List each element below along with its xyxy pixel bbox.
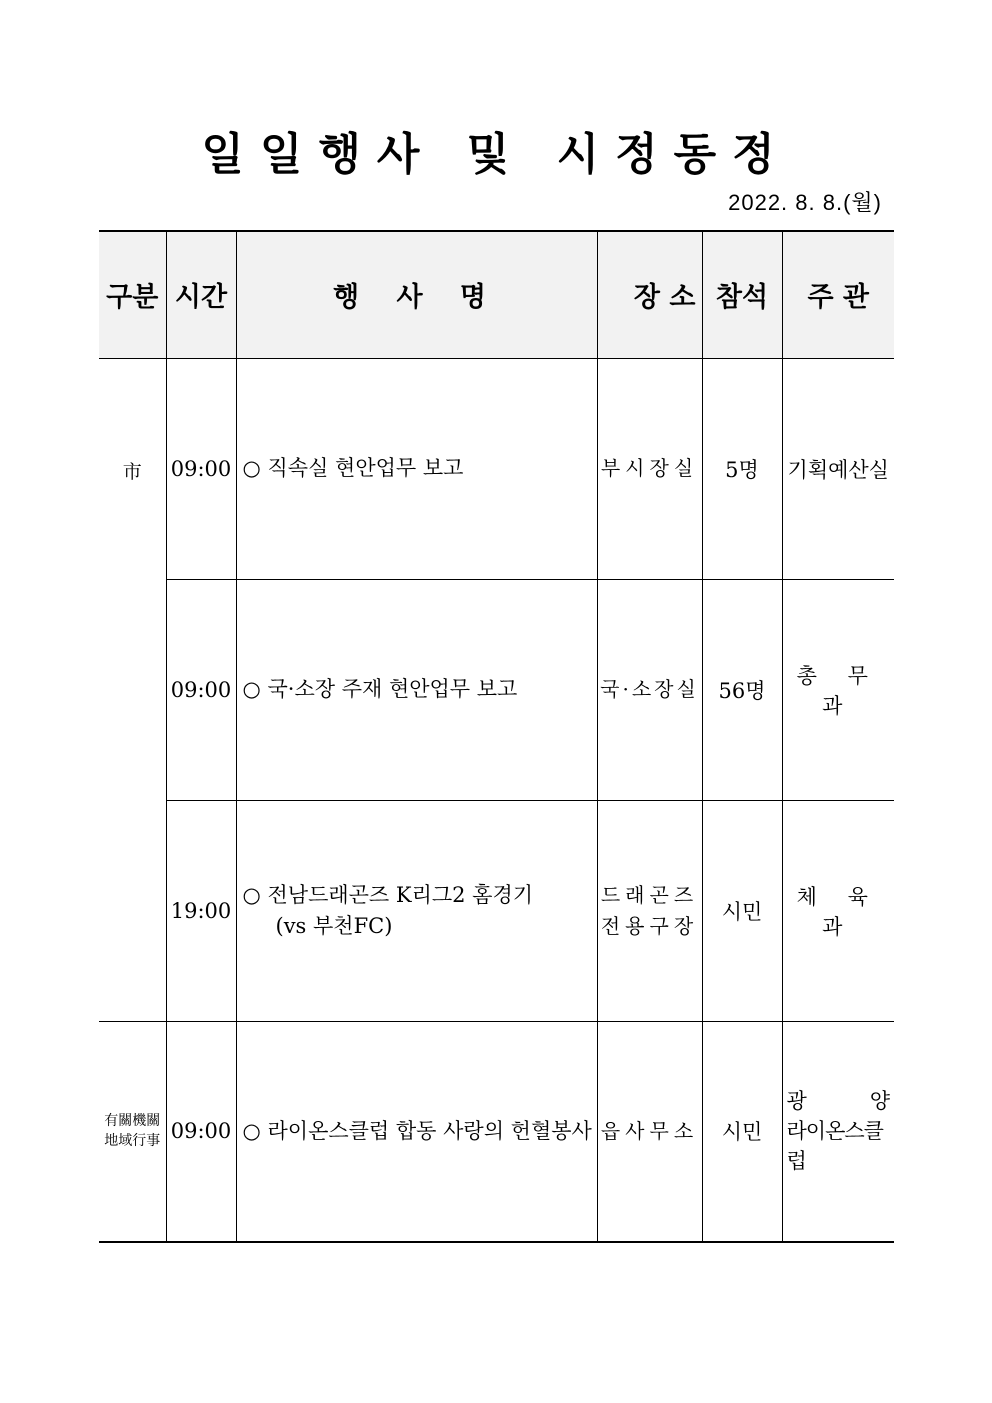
- header-row: [99, 231, 894, 358]
- event-name: [236, 358, 597, 579]
- category-line1: 有關機關: [104, 1113, 161, 1130]
- event-organizer: 기획예산실: [782, 358, 894, 579]
- header-category: 구분: [99, 231, 166, 358]
- event-place: [597, 800, 702, 1021]
- event-name-line1: ○ 직속실 현안업무 보고: [242, 456, 464, 480]
- organizer-char-a: 광: [786, 1089, 807, 1114]
- category-line2: 地域行事: [104, 1133, 161, 1150]
- event-attendees: 시민: [702, 800, 782, 1021]
- event-place: 국·소장실: [597, 579, 702, 800]
- table-row: [99, 579, 894, 800]
- event-time: 09:00: [166, 358, 236, 579]
- event-attendees: 시민: [702, 1021, 782, 1242]
- header-event: 행 사 명: [236, 231, 597, 358]
- event-name: [236, 1021, 597, 1242]
- header-attendees: 참석: [702, 231, 782, 358]
- event-place: 읍사무소: [597, 1021, 702, 1242]
- event-organizer: [782, 1021, 894, 1242]
- event-place-line1: 드래곤즈: [600, 882, 699, 907]
- event-attendees: 5명: [702, 358, 782, 579]
- event-place: 부시장실: [597, 358, 702, 579]
- event-name-line2: (vs 부천FC): [275, 913, 393, 938]
- event-organizer: 총 무 과: [782, 579, 894, 800]
- event-name-line1: ○ 라이온스클럽 합동 사랑의 헌혈봉사: [242, 1118, 592, 1143]
- event-time: 19:00: [166, 800, 236, 1021]
- organizer-char-b: 양: [869, 1089, 890, 1114]
- event-name-line1: ○ 국·소장 주재 현안업무 보고: [242, 677, 518, 701]
- category-city: 市: [99, 358, 166, 1021]
- category-related-agencies: [99, 1021, 166, 1242]
- page-title: 일일행사 및 시정동정: [201, 129, 791, 180]
- event-attendees: 56명: [702, 579, 782, 800]
- event-name-line1: ○ 전남드래곤즈 K리그2 홈경기: [242, 882, 534, 907]
- document-date: 2022. 8. 8.(월): [728, 190, 882, 215]
- event-time: 09:00: [166, 1021, 236, 1242]
- header-place: 장 소: [597, 231, 702, 358]
- event-time: 09:00: [166, 579, 236, 800]
- schedule-table: [99, 230, 894, 1243]
- organizer-line2: 라이온스클럽: [786, 1119, 883, 1174]
- header-time: 시간: [166, 231, 236, 358]
- event-name: [236, 579, 597, 800]
- event-organizer: 체 육 과: [782, 800, 894, 1021]
- table-row: [99, 358, 894, 579]
- table-row: [99, 1021, 894, 1242]
- event-place-line2: 전용구장: [600, 913, 699, 938]
- table-row: [99, 800, 894, 1021]
- event-name: [236, 800, 597, 1021]
- header-organizer: 주 관: [782, 231, 894, 358]
- organizer-line1: [787, 1086, 891, 1116]
